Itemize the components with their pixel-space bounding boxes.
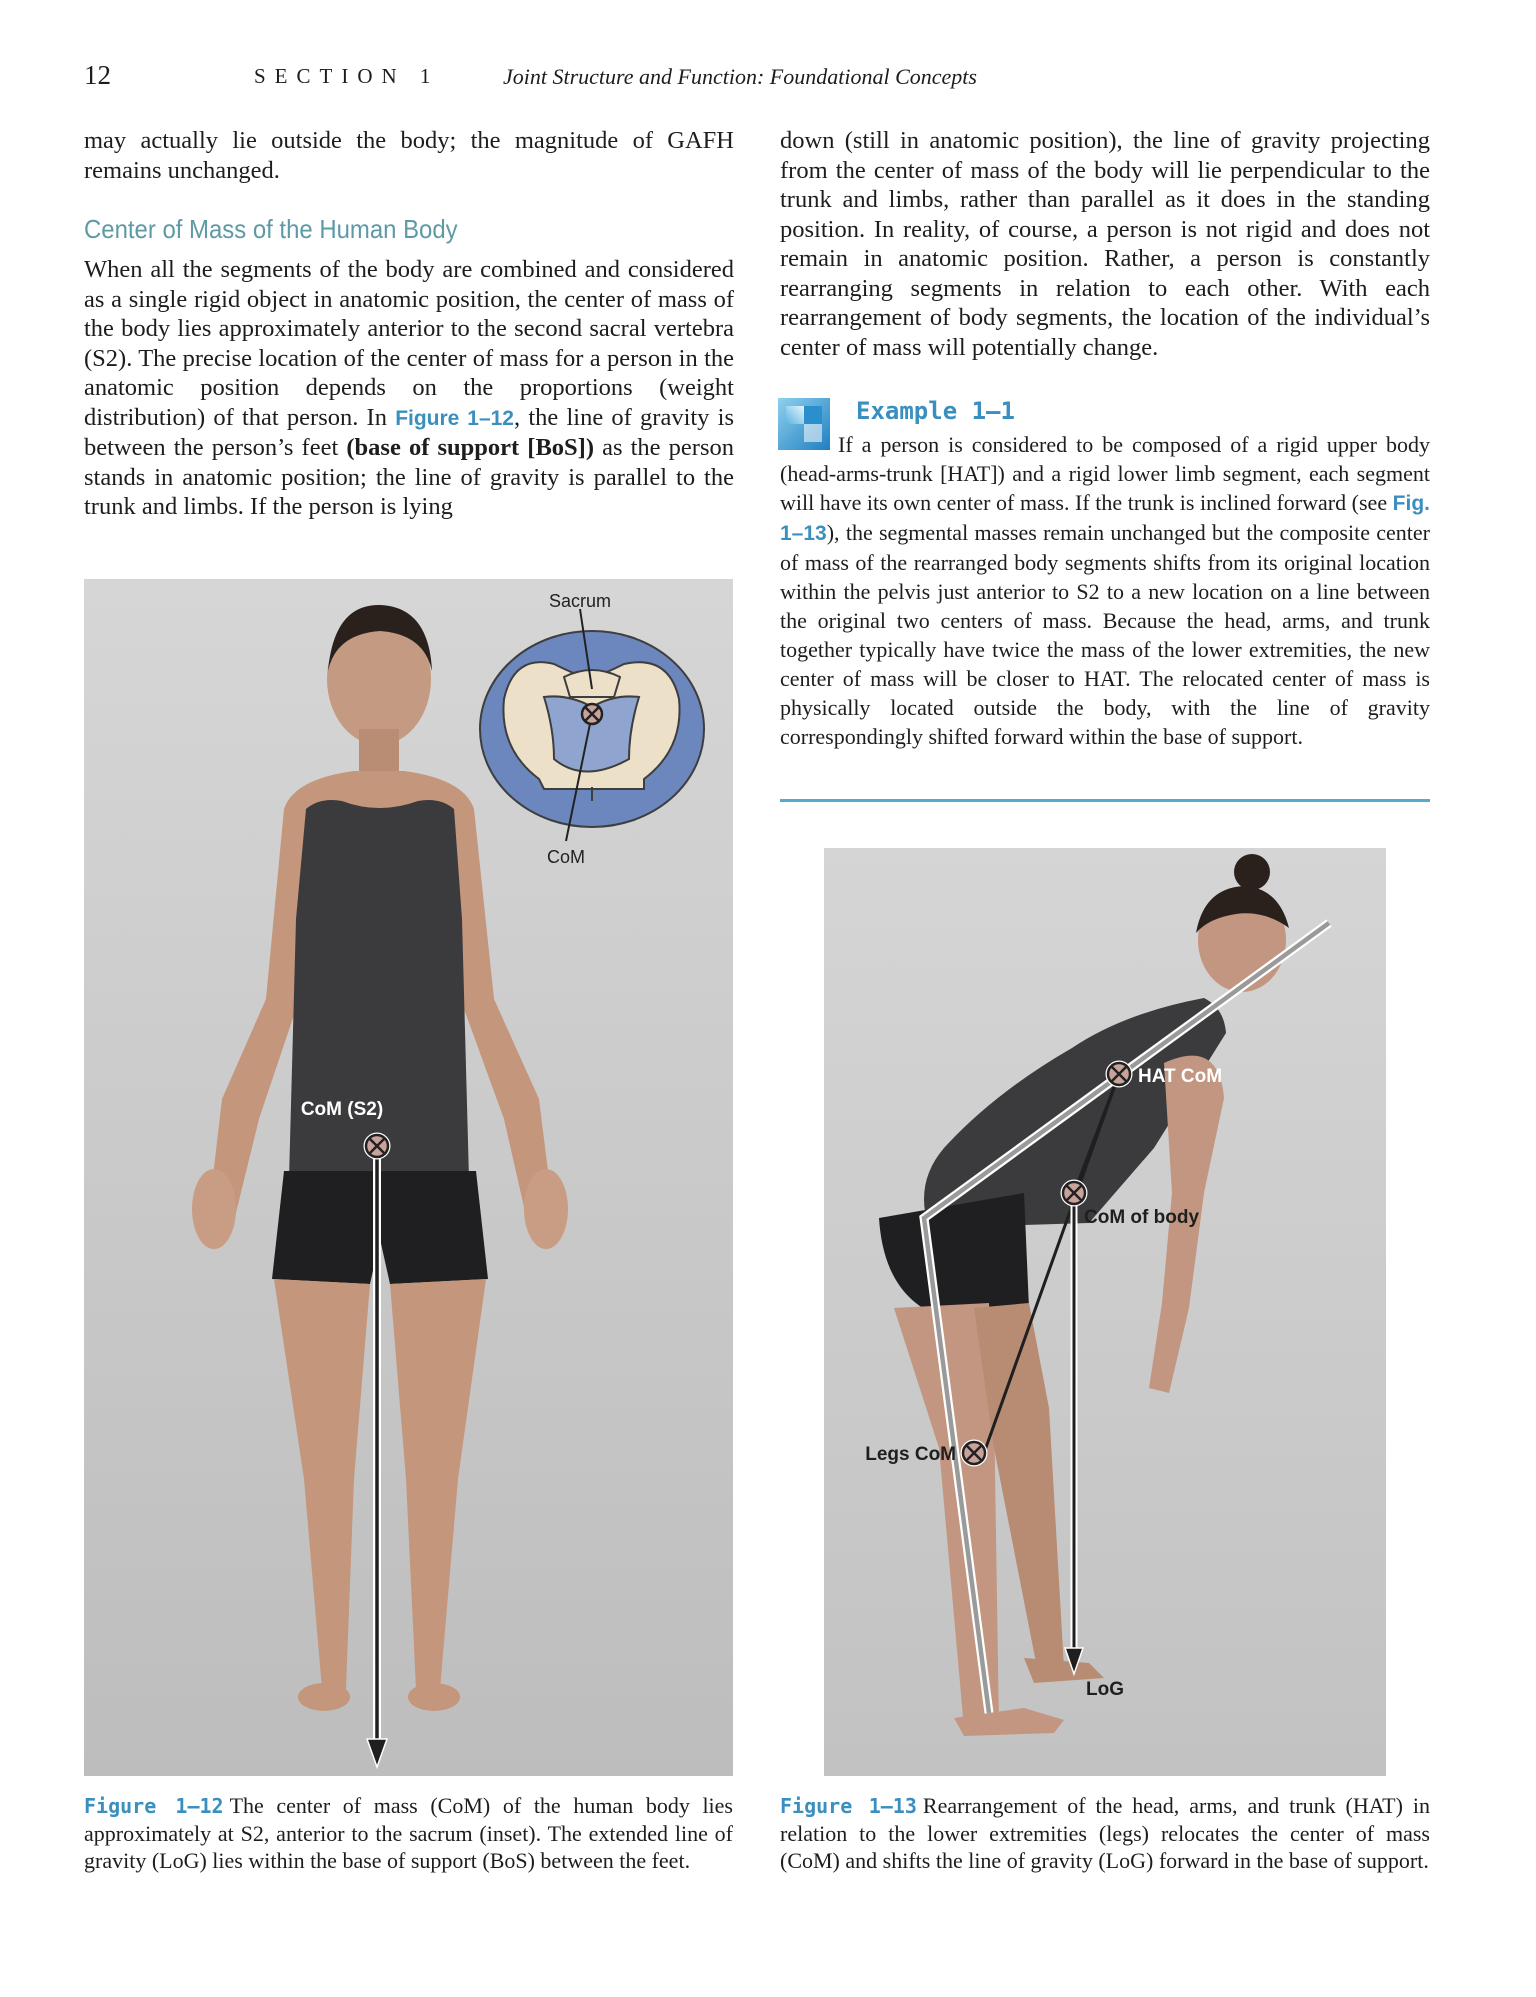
inset-com-label: CoM <box>546 847 586 867</box>
left-main-paragraph <box>84 255 734 522</box>
example-heading: Example 1–1 <box>856 397 1015 425</box>
section-heading: Center of Mass of the Human Body <box>84 214 458 244</box>
right-top-paragraph: down (still in anatomic position), the line of gravity projecting from the center of mass of the body will lie perpendicular to the trunk and limbs, rather than parallel as it does in the standing position. In reality, of course, a person is not rigid and does not remain in anatomic position. Rather, a person is constantly rearranging segments in relation to each other. With each rearrangement of body segments, the location of the individual’s center of mass will potentially change. <box>780 127 1430 361</box>
page-number: 12 <box>84 60 111 90</box>
caption-text: Rearrangement of the head, arms, and trunk (HAT) in relation to the lower extremities (legs) relocates the center of mass (CoM) and shifts the line of gravity (LoG) forward in the base of support. <box>780 1793 1430 1873</box>
example-text-part: If a person is considered to be composed of a rigid upper body (head-arms-trunk [HAT]) and a rigid lower limb segment, each segment will have its own center of mass. If the trunk is inclined forward (see <box>780 432 1430 515</box>
figure-1-12-caption <box>84 1792 733 1874</box>
body-com-marker <box>1063 1182 1085 1204</box>
figure-1-13-link[interactable]: Fig. 1–13 <box>780 492 1430 545</box>
com-s2-label: CoM (S2) <box>300 1099 384 1120</box>
log-label: LoG <box>1086 1679 1124 1700</box>
example-text <box>780 430 1430 751</box>
paragraph-text: When all the segments of the body are combined and considered as a single rigid object in anatomic position, the center of mass of the body lies approximately anterior to the second sacral vertebra (S2). The precise location of the center of mass for a person in the anatomic position depends on the proportions (weight distribution) of that person. In <box>84 256 734 431</box>
running-title: Joint Structure and Function: Foundational Concepts <box>503 64 977 89</box>
example-text-part: ), the segmental masses remain unchanged but the composite center of mass of the rearranged body segments shifts from its original location within the pelvis just anterior to S2 to a new location on a line between the original two centers of mass. Because the head, arms, and trunk together typically have twice the mass of the lower extremities, the new center of mass will be closer to HAT. The relocated center of mass is physically located outside the body, with the line of gravity correspondingly shifted forward within the base of support. <box>780 520 1430 749</box>
paragraph-text: , the line of gravity is between the person’s feet <box>84 403 734 461</box>
left-top-paragraph: may actually lie outside the body; the magnitude of GAFH remains unchanged. <box>84 127 734 184</box>
com-of-body-label: CoM of body <box>1084 1207 1200 1228</box>
figure-1-12-photo <box>84 579 733 1776</box>
legs-com-label: Legs CoM <box>865 1444 956 1465</box>
legs-com-marker <box>963 1442 985 1464</box>
figure-1-13-caption <box>780 1792 1430 1874</box>
example-divider <box>780 799 1430 802</box>
bold-term: (base of support [BoS]) <box>346 434 594 461</box>
caption-label: Figure 1–12 <box>84 1794 224 1818</box>
paragraph-text: as the person stands in anatomic position; the line of gravity is parallel to the trunk and limbs. If the person is lying <box>84 434 734 520</box>
hat-com-marker <box>1108 1063 1130 1085</box>
sacrum-label: Sacrum <box>548 591 612 611</box>
com-marker <box>366 1135 388 1157</box>
section-label: SECTION 1 <box>254 64 440 88</box>
hat-com-label: HAT CoM <box>1138 1066 1223 1087</box>
caption-label: Figure 1–13 <box>780 1794 917 1818</box>
figure-1-13-photo <box>824 848 1386 1776</box>
caption-text: The center of mass (CoM) of the human body lies approximately at S2, anterior to the sacrum (inset). The extended line of gravity (LoG) lies within the base of support (BoS) between the feet. <box>84 1793 733 1873</box>
figure-1-12-link[interactable]: Figure 1–12 <box>395 406 514 430</box>
